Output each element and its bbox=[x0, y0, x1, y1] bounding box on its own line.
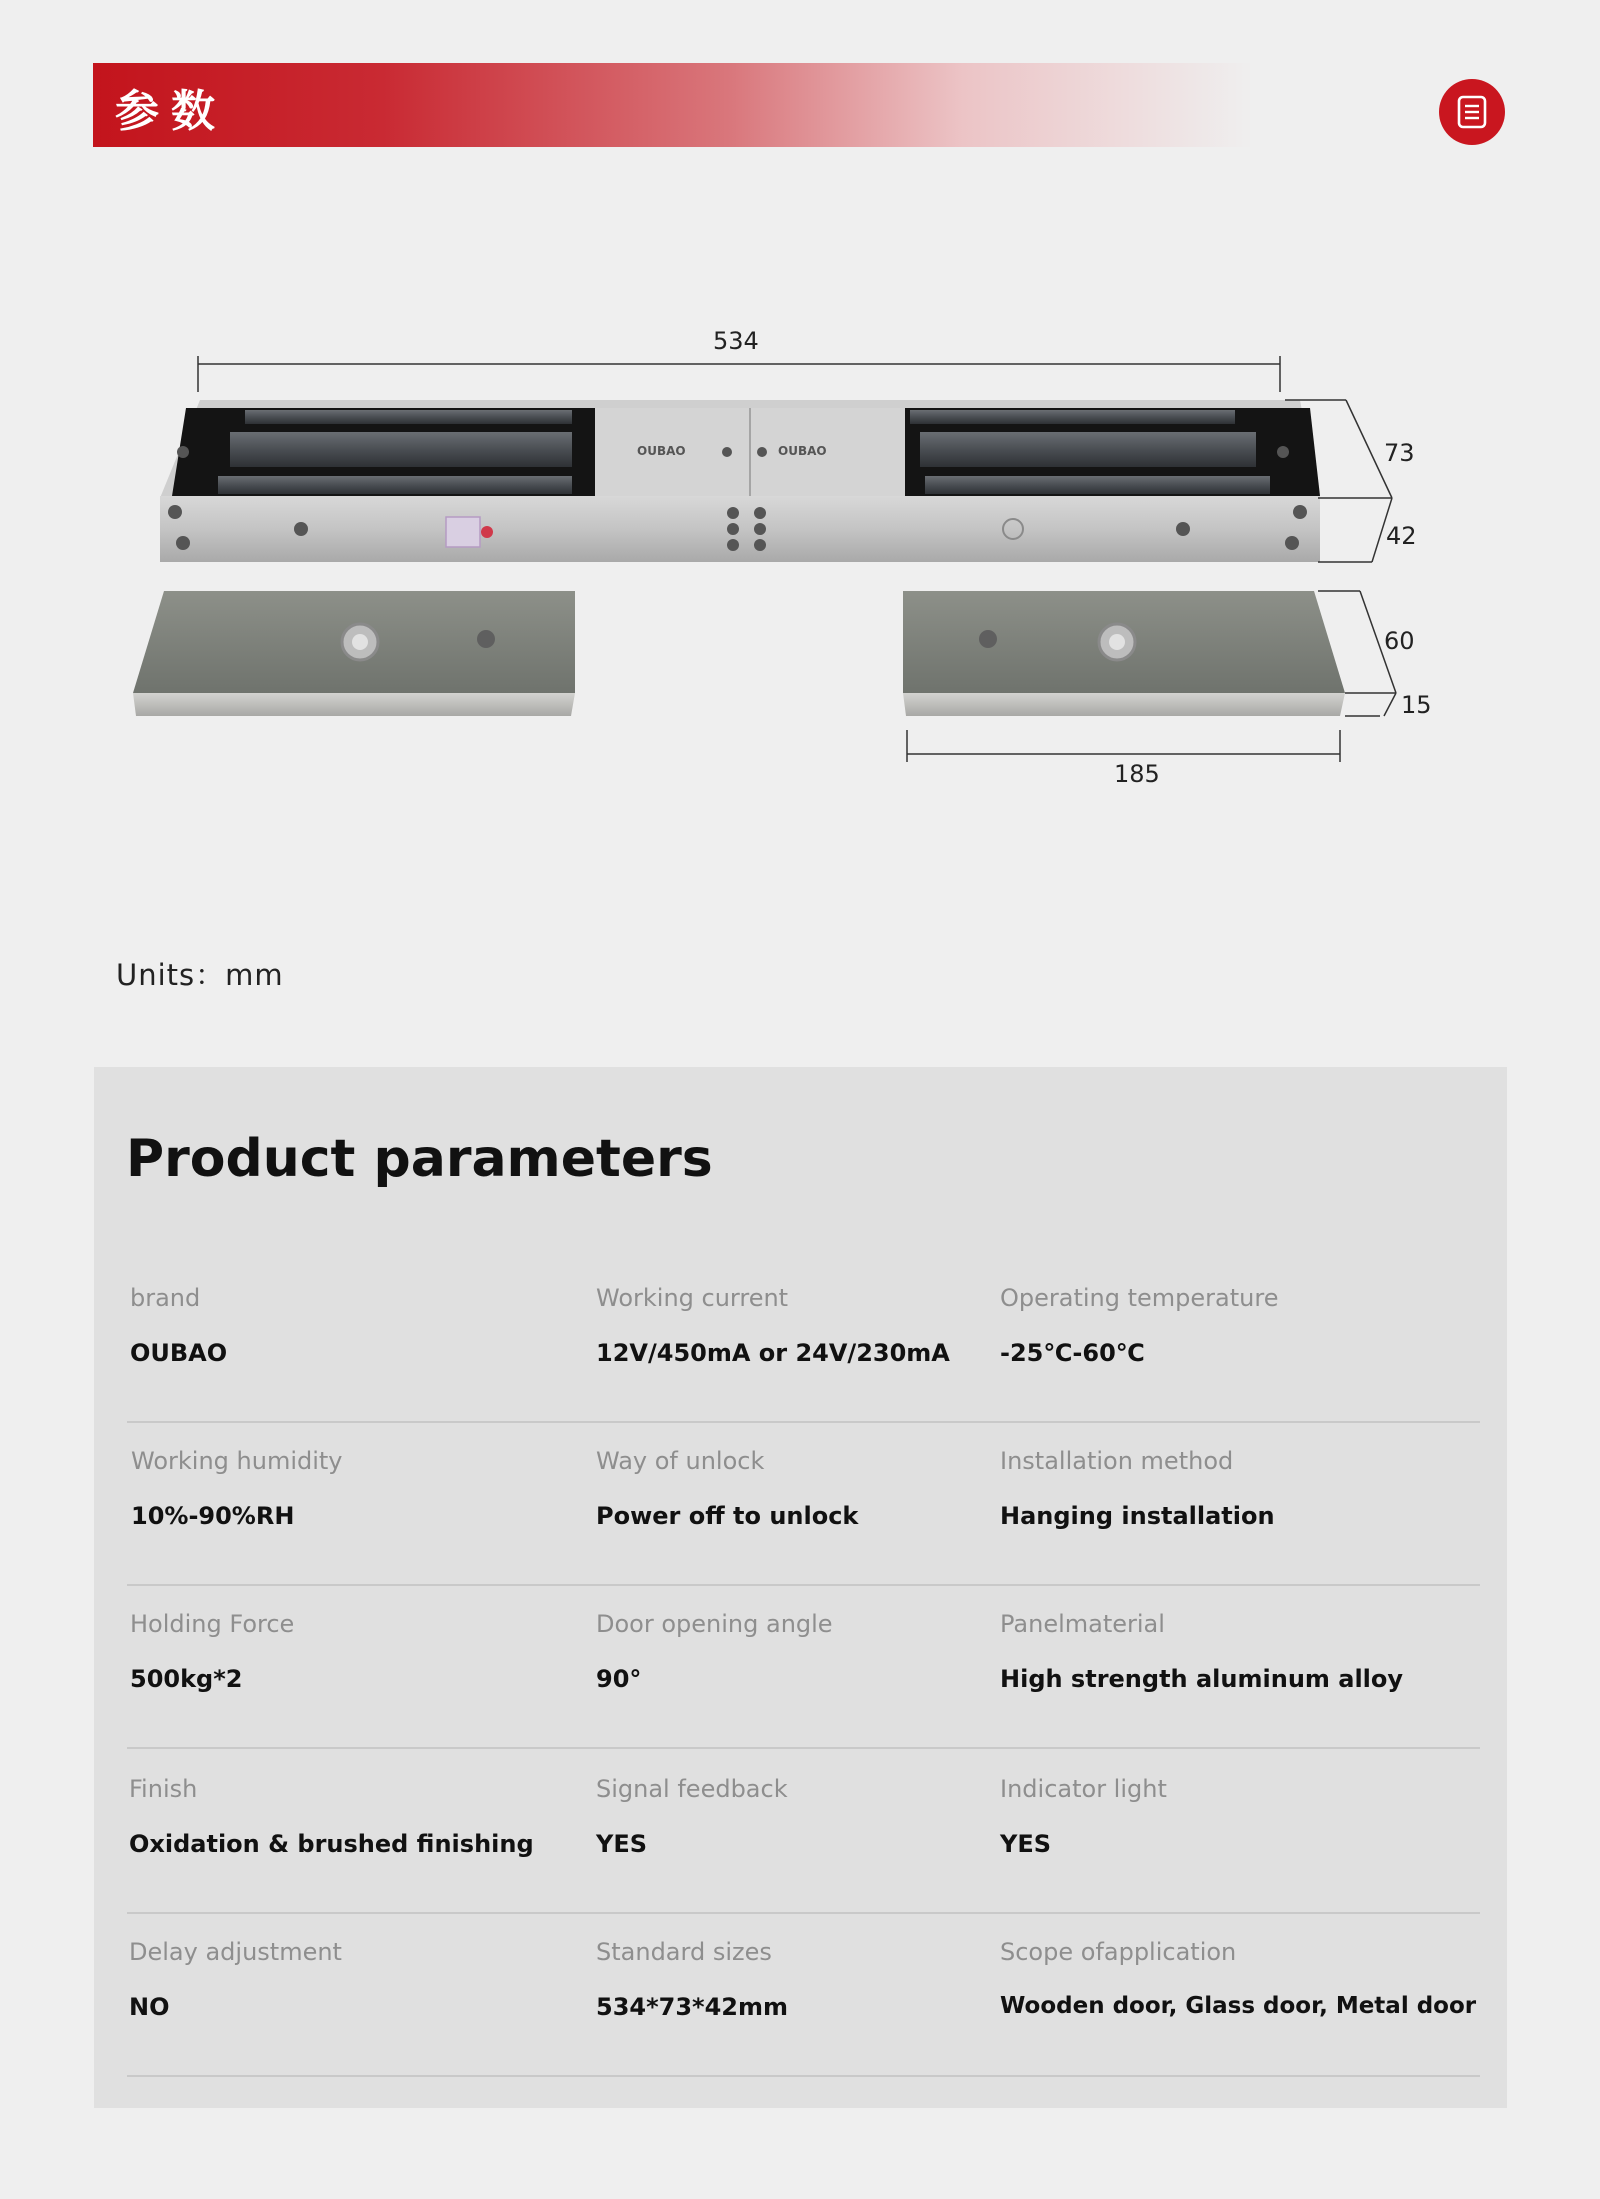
param-label: Door opening angle bbox=[596, 1610, 833, 1638]
armature-plate-left bbox=[133, 591, 575, 716]
param-value: High strength aluminum alloy bbox=[1000, 1665, 1404, 1693]
param-value: 534*73*42mm bbox=[596, 1993, 789, 2021]
lock-body bbox=[160, 400, 1320, 562]
product-diagram bbox=[0, 0, 1600, 900]
dimension-length-label: 534 bbox=[713, 327, 759, 355]
plate-width-label: 60 bbox=[1384, 627, 1415, 655]
armature-plate-right bbox=[903, 591, 1345, 716]
param-label: Standard sizes bbox=[596, 1938, 772, 1966]
plate-length-label: 185 bbox=[1114, 760, 1160, 788]
dimension-height-label: 42 bbox=[1386, 522, 1417, 550]
param-row bbox=[127, 1584, 1480, 1749]
param-value: Oxidation & brushed finishing bbox=[129, 1830, 534, 1858]
param-value: 12V/450mA or 24V/230mA bbox=[596, 1339, 950, 1367]
logo-right: OUBAO bbox=[778, 444, 827, 458]
params-title: Product parameters bbox=[126, 1129, 713, 1189]
param-label: Panelmaterial bbox=[1000, 1610, 1165, 1638]
units-label: Units：mm bbox=[116, 958, 284, 992]
param-value: OUBAO bbox=[130, 1339, 228, 1367]
param-label: brand bbox=[130, 1284, 201, 1312]
product-parameters-panel bbox=[94, 1067, 1507, 2108]
param-row bbox=[127, 1258, 1480, 1423]
param-value: YES bbox=[1000, 1830, 1052, 1858]
dimension-length bbox=[198, 356, 1280, 392]
param-value: Wooden door, Glass door, Metal door bbox=[1000, 1993, 1477, 2019]
plate-thickness-label: 15 bbox=[1401, 691, 1432, 719]
param-label: Working current bbox=[596, 1284, 789, 1312]
param-label: Installation method bbox=[1000, 1447, 1234, 1475]
param-value: -25℃-60℃ bbox=[1000, 1339, 1145, 1367]
param-row bbox=[127, 1421, 1480, 1586]
param-value: 500kg*2 bbox=[130, 1665, 243, 1693]
param-label: Scope ofapplication bbox=[1000, 1938, 1237, 1966]
param-label: Delay adjustment bbox=[129, 1938, 342, 1966]
param-label: Finish bbox=[129, 1775, 198, 1803]
param-value: YES bbox=[596, 1830, 648, 1858]
param-label: Indicator light bbox=[1000, 1775, 1167, 1803]
param-value: Hanging installation bbox=[1000, 1502, 1275, 1530]
param-value: NO bbox=[129, 1993, 170, 2021]
param-value: 10%-90%RH bbox=[131, 1502, 295, 1530]
param-label: Way of unlock bbox=[596, 1447, 765, 1475]
param-label: Holding Force bbox=[130, 1610, 295, 1638]
param-label: Operating temperature bbox=[1000, 1284, 1279, 1312]
param-label: Working humidity bbox=[131, 1447, 343, 1475]
param-label: Signal feedback bbox=[596, 1775, 788, 1803]
param-row bbox=[127, 1912, 1480, 2077]
param-value: 90° bbox=[596, 1665, 642, 1693]
section-title: 参数 bbox=[115, 86, 227, 137]
param-row bbox=[127, 1749, 1480, 1914]
dimension-width-label: 73 bbox=[1384, 439, 1415, 467]
logo-left: OUBAO bbox=[637, 444, 686, 458]
param-value: Power off to unlock bbox=[596, 1502, 859, 1530]
